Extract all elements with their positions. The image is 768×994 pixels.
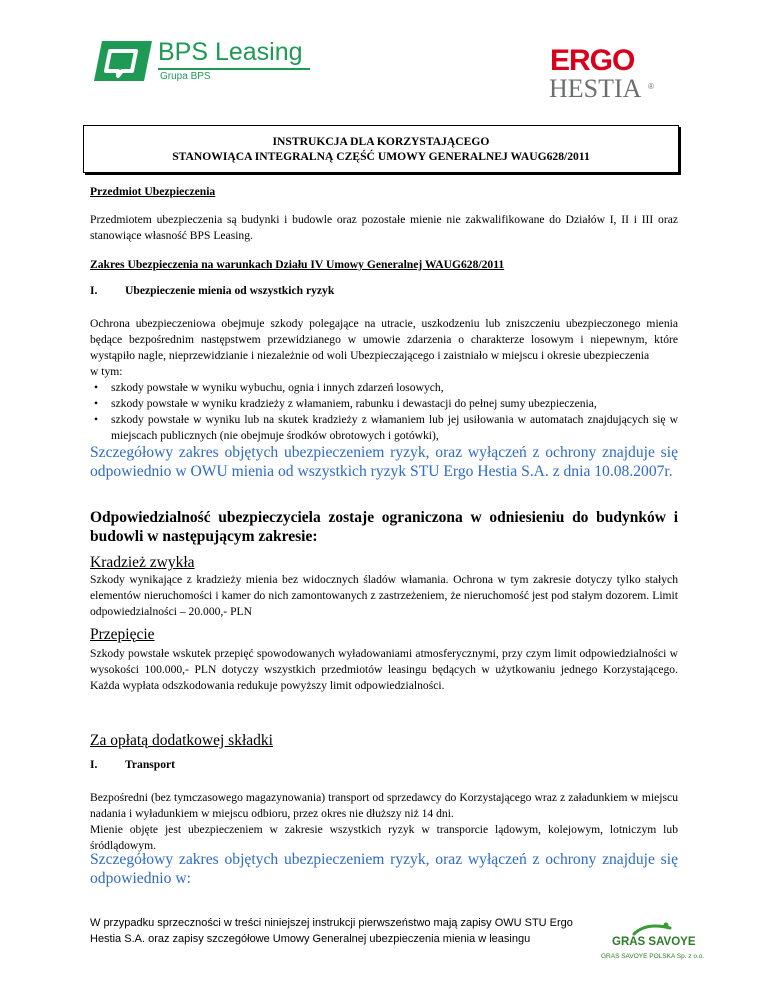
gras-savoye-name: GRAS SAVOYE [612,936,696,948]
transport-paragraph-2: Mienie objęte jest ubezpieczeniem w zakresie wszystkich ryzyk w transporcie lądowym, kolejowym, lotniczym lub śródlądowym. [90,823,678,852]
bps-logo-icon [92,39,154,83]
bps-logo-sub: Grupa BPS [160,71,211,82]
registered-mark: ® [648,82,654,91]
scope-blue-note: Szczegółowy zakres objętych ubezpieczeniem ryzyk, oraz wyłączeń z ochrony znajduje się odpowiednio w OWU mienia od wszystkich ryzyk STU Ergo Hestia S.A. z dnia 10.08.2007r. [90,444,678,480]
scope-bullet-list [90,380,678,444]
footer-disclaimer: W przypadku sprzeczności w treści niniejszej instrukcji pierwszeństwo mają zapisy OWU STU Ergo Hestia S.A. oraz zapisy szczegółowe Umowy Generalnej ubezpieczenia mienia w leasingu [90,917,573,945]
theft-title: Kradzież zwykła [90,554,195,571]
transport-body [90,790,678,854]
gras-savoye-logo [598,922,708,972]
title-line-1: INSTRUKCJA DLA KORZYSTAJĄCEGO [272,135,490,148]
transport-item-number: I. [90,758,98,771]
hestia-logo-word: HESTIA [549,74,642,103]
additional-premium-heading: Za opłatą dodatkowej składki [90,732,273,749]
surge-title: Przepięcie [90,626,155,643]
title-line-2: STANOWIĄCA INTEGRALNĄ CZĘŚĆ UMOWY GENERALNEJ WAUG628/2011 [172,150,590,163]
gras-savoye-sub: GRAS SAVOYE POLSKA Sp. z o.o. [601,953,705,960]
ergo-hestia-logo [548,45,658,105]
ergo-logo-word: ERGO [550,44,635,77]
surge-text: Szkody powstałe wskutek przepięć spowodowanych wyładowaniami atmosferycznymi, przy czym limit odpowiedzialności w wysokości 100.000,- PLN dotyczy wszystkich przedmiotów leasingu będących w użytkowaniu jednego Korzystającego. Każda wypłata odszkodowania redukuje powyższy limit odpowiedzialności. [90,647,678,692]
subject-paragraph: Przedmiotem ubezpieczenia są budynki i budowle oraz pozostałe mienie nie zakwalifikowane do Działów I, II i III oraz stanowiące własność BPS Leasing. [90,213,678,242]
list-item: • szkody powstałe w wyniku kradzieży z włamaniem, rabunku i dewastacji do pełnej sumy ubezpieczenia, [94,397,597,410]
scope-paragraph: Ochrona ubezpieczeniowa obejmuje szkody polegające na utracie, uszkodzeniu lub zniszczeniu ubezpieczonego mienia będące bezpośrednim następstwem przewidzianego w umowie zdarzenia o charakterze losowym i niepewnym, które wystąpiło nagle, nieprzewidzianie i niezależnie od woli Ubezpieczającego i zaistniało w miejscu i okresie ubezpieczenia [90,317,678,362]
transport-paragraph-1: Bezpośredni (bez tymczasowego magazynowania) transport od sprzedawcy do Korzystającego wraz z załadunkiem w miejscu nadania i wyładunkiem w miejscu odbioru, przez okres nie dłuższy niż 14 dni. [90,791,678,820]
list-item: • szkody powstałe w wyniku wybuchu, ognia i innych zdarzeń losowych, [94,381,444,394]
section-heading-subject: Przedmiot Ubezpieczenia [90,185,216,198]
bullet-icon: • [94,397,99,410]
liability-heading: Odpowiedzialność ubezpieczyciela zostaje ograniczona w odniesieniu do budynków i budowli w następującym zakresie: [90,509,678,545]
scope-item-number: I. [90,284,98,297]
title-box [83,125,679,173]
bps-leasing-logo [92,38,322,88]
bullet-icon: • [94,381,99,394]
list-item: • szkody powstałe w wyniku lub na skutek kradzieży z włamaniem lub jej usiłowania w automatach znajdujących się w miejscach publicznych (nie obejmuje środków obrotowych i gotówki), [94,413,678,442]
scope-in-label: w tym: [90,365,123,378]
transport-blue-note: Szczegółowy zakres objętych ubezpieczeniem ryzyk, oraz wyłączeń z ochrony znajduje się odpowiednio w: [90,851,678,887]
theft-text: Szkody wynikające z kradzieży mienia bez widocznych śladów włamania. Ochrona w tym zakresie dotyczy tylko stałych elementów nieruchomości i kamer do nich zamontowanych z zastrzeżeniem, że nieruchomość jest pod stałym dozorem. Limit odpowiedzialności – 20.000,- PLN [90,573,678,618]
section-heading-scope: Zakres Ubezpieczenia na warunkach Działu IV Umowy Generalnej WAUG628/2011 [90,258,505,271]
scope-body [90,316,678,444]
transport-item-title: Transport [125,758,176,771]
bullet-icon: • [94,413,99,426]
scope-item-title: Ubezpieczenie mienia od wszystkich ryzyk [125,284,335,297]
bps-logo-name: BPS Leasing [158,38,303,66]
